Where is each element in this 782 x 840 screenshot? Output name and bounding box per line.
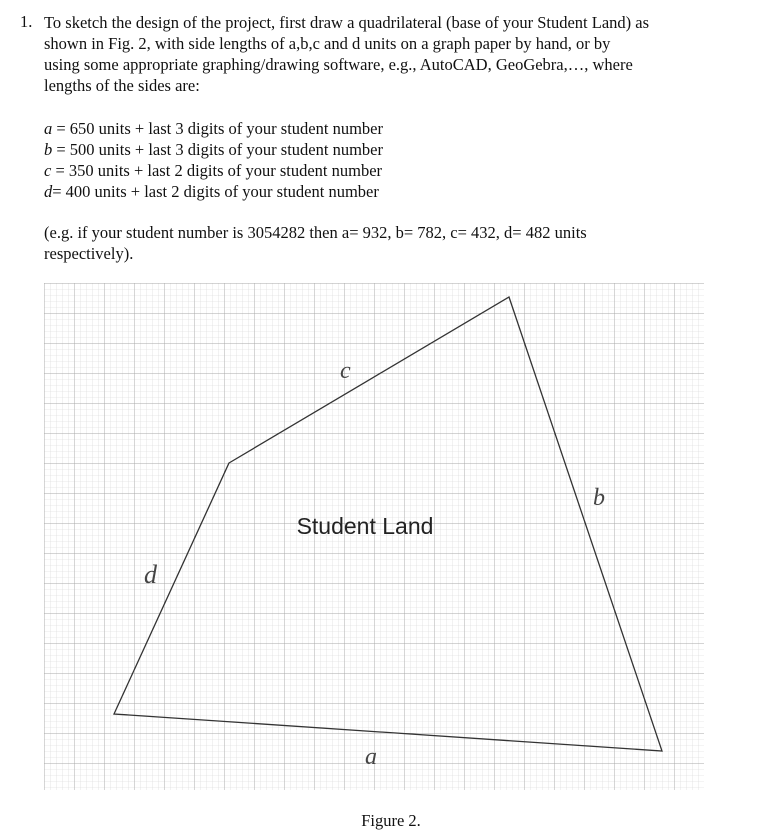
definition-b-text: = 500 units + last 3 digits of your student number (52, 140, 383, 159)
definition-c-text: = 350 units + last 2 digits of your student number (51, 161, 383, 180)
var-b: b (44, 140, 53, 159)
definition-d (44, 181, 383, 202)
var-a: a (44, 119, 53, 138)
intro-line-4: lengths of the sides are: (44, 76, 200, 95)
side-definitions (44, 118, 383, 202)
example-note (44, 222, 587, 264)
side-label-a: a (365, 744, 377, 770)
intro-line-3: using some appropriate graphing/drawing software, e.g., AutoCAD, GeoGebra,…, where (44, 55, 633, 74)
side-label-d: d (144, 560, 157, 589)
intro-line-2: shown in Fig. 2, with side lengths of a,b,c and d units on a graph paper by hand, or by (44, 34, 611, 53)
question-number: 1. (20, 12, 33, 31)
question-intro (44, 12, 649, 96)
graph-paper-figure (44, 283, 704, 790)
var-d: d (44, 182, 53, 201)
side-label-b: b (593, 485, 605, 511)
var-c: c (44, 161, 52, 180)
definition-d-text: = 400 units + last 2 digits of your student number (52, 182, 379, 201)
intro-line-1: To sketch the design of the project, first draw a quadrilateral (base of your Student Land) as (44, 13, 650, 32)
definition-a-text: = 650 units + last 3 digits of your student number (52, 119, 383, 138)
region-label: Student Land (296, 513, 434, 539)
definition-c (44, 160, 383, 181)
figure-caption: Figure 2. (361, 811, 421, 830)
definition-a (44, 118, 383, 139)
example-line-2: respectively). (44, 244, 134, 263)
side-label-c: c (340, 358, 351, 384)
definition-b (44, 139, 383, 160)
example-line-1: (e.g. if your student number is 3054282 then a= 932, b= 782, c= 432, d= 482 units (44, 223, 587, 242)
